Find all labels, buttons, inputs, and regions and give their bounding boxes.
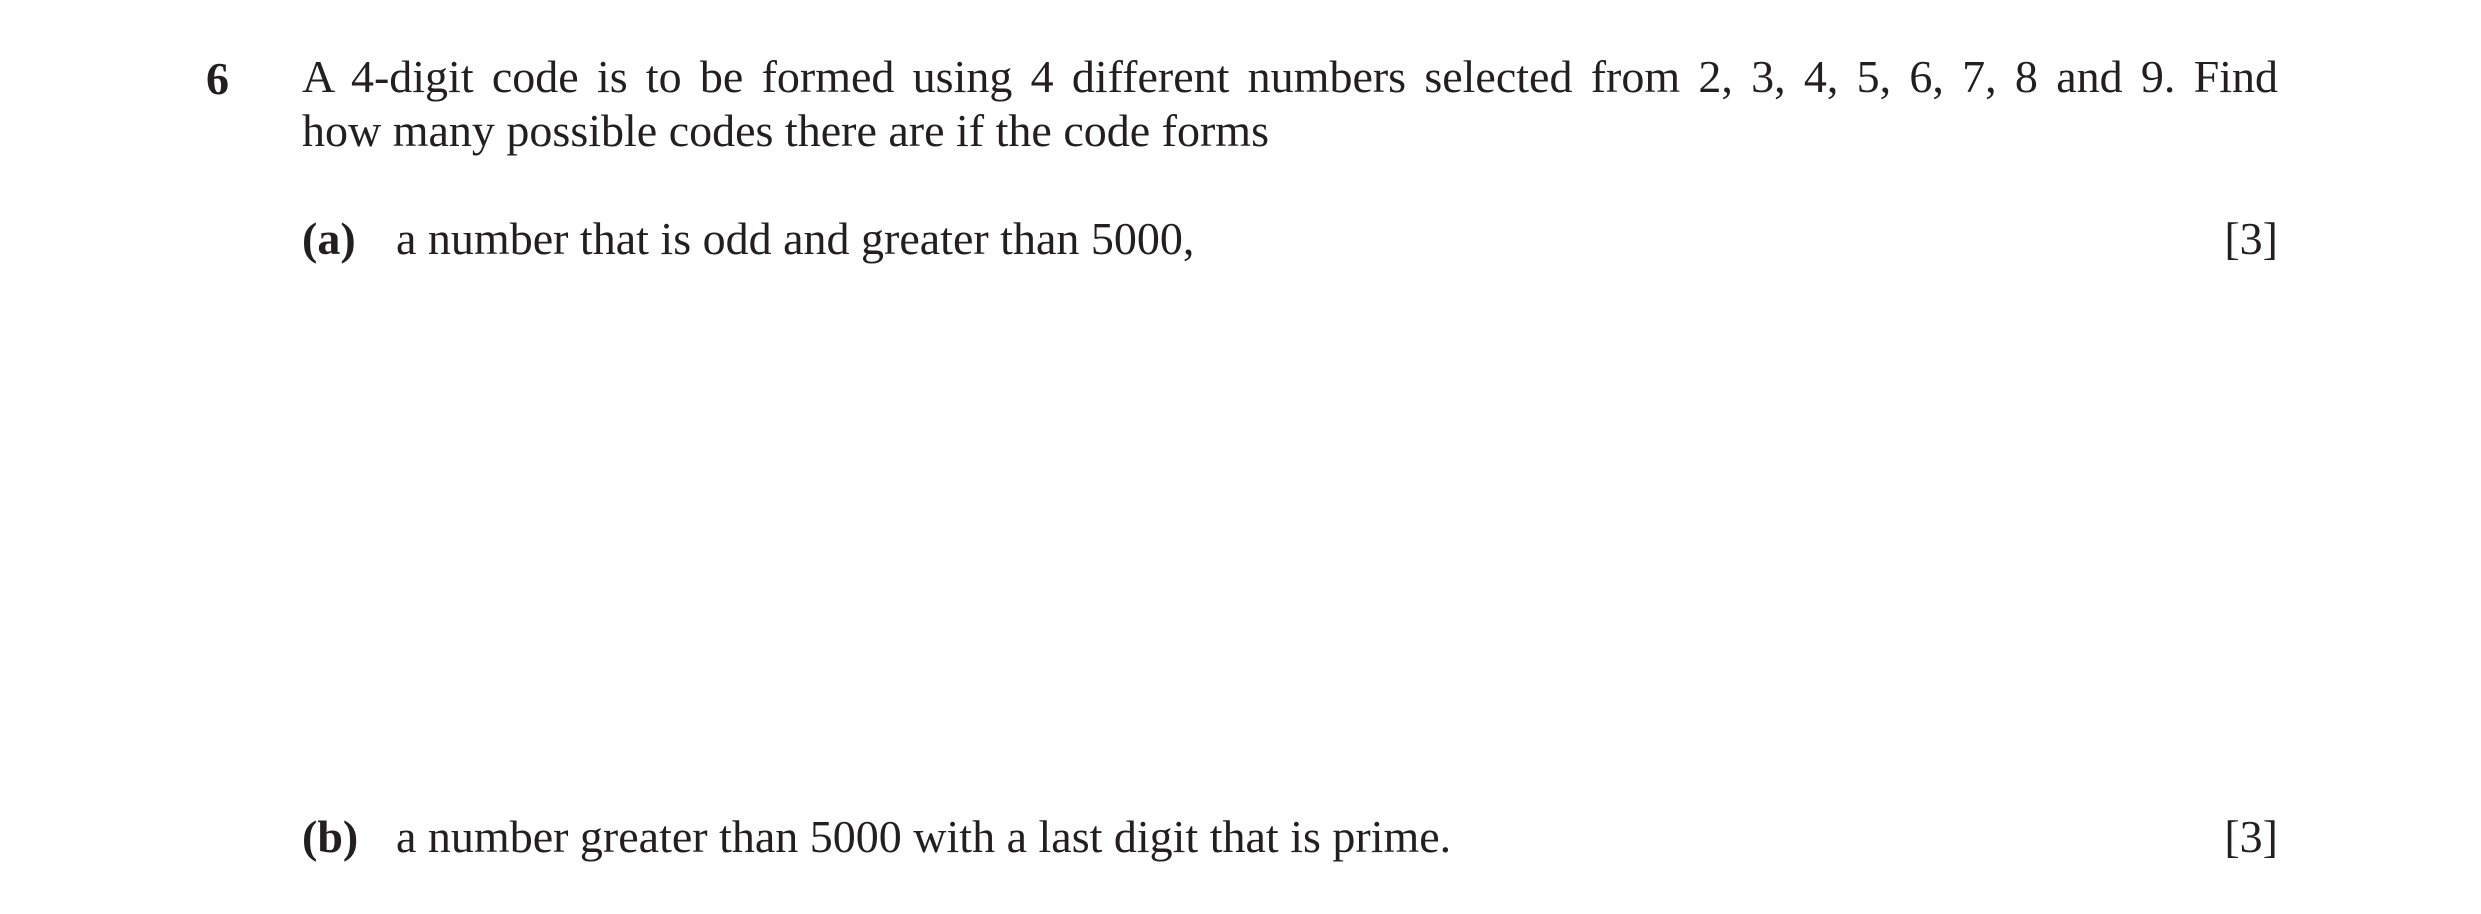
part-a-text: a number that is odd and greater than 5000, xyxy=(396,213,1195,264)
part-b-label: (b) xyxy=(302,811,359,862)
part-a-label: (a) xyxy=(302,213,356,264)
part-b-text: a number greater than 5000 with a last digit that is prime. xyxy=(396,811,1452,862)
question-stem xyxy=(302,50,2278,158)
question-stem-line-2: how many possible codes there are if the code forms xyxy=(302,105,1269,156)
question-number: 6 xyxy=(206,53,229,104)
part-b-marks: [3] xyxy=(2224,811,2278,862)
part-a-marks: [3] xyxy=(2224,213,2278,264)
question-stem-line-1: A 4-digit code is to be formed using 4 different numbers selected from 2, 3, 4, 5, 6, 7, 8 and 9. Find xyxy=(302,51,2278,102)
